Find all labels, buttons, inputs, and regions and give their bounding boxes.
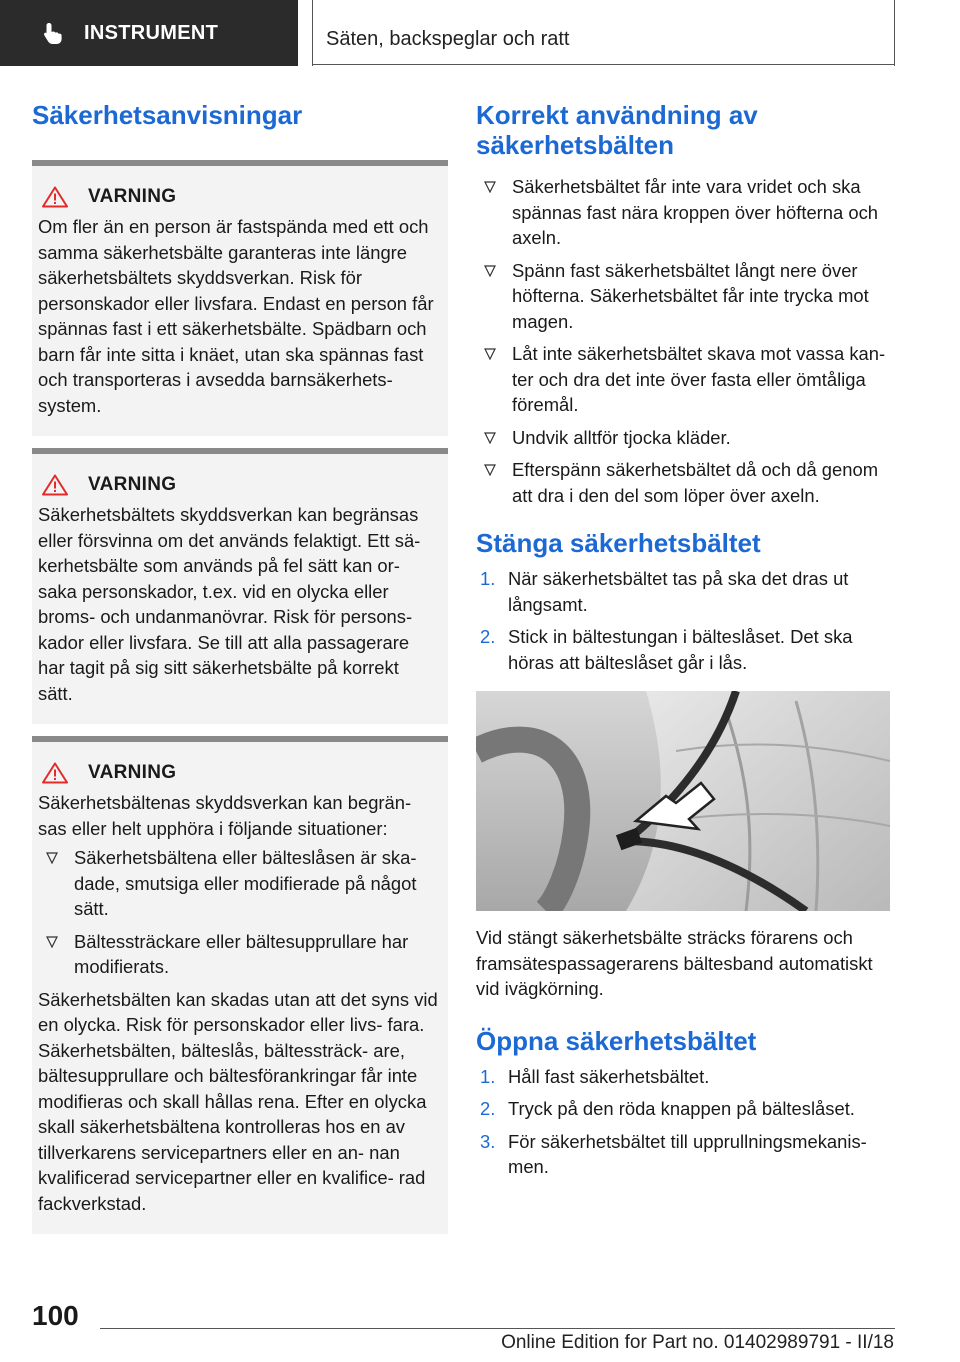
page-number: 100 [32, 1300, 79, 1331]
left-column [32, 100, 448, 1234]
list-item [476, 425, 896, 451]
header-divider [894, 0, 895, 66]
step-number: 1. [480, 568, 496, 589]
warning-bullets [38, 845, 438, 980]
close-belt-heading: Stänga säkerhetsbältet [476, 528, 761, 558]
step-item [476, 1064, 896, 1090]
close-belt-caption: Vid stängt säkerhetsbälte sträcks förarens och framsätespassagerarens bältesband automatiskt vid ivägkörning. [476, 927, 873, 999]
warning-header [38, 762, 438, 784]
warning-text: Om fler än en person är fastspända med ett och samma säkerhetsbälte garanteras inte längre säkerhetsbältets skyddsverkan. Risk för personskador eller livsfara. Endast en person får spännas fast i ett säkerhetsbälte. Spädbarn och barn får inte sitta i knäet, utan ska spännas fast och transporteras i avsedda barnsäkerhets- system. [38, 216, 434, 416]
section-label: INSTRUMENT [84, 21, 219, 44]
footer-rule [100, 1328, 895, 1329]
bullet-text: Säkerhetsbältet får inte vara vridet och ska spännas fast nära kroppen över höfterna och axeln. [512, 176, 879, 248]
triangle-bullet-icon [484, 348, 496, 360]
close-belt-steps [476, 566, 896, 675]
open-belt-heading: Öppna säkerhetsbältet [476, 1025, 757, 1056]
warning-title: VARNING [88, 186, 177, 207]
open-belt-steps [476, 1064, 896, 1180]
step-text: När säkerhetsbältet tas på ska det dras ut långsamt. [508, 568, 849, 615]
warning-triangle-icon [42, 186, 68, 208]
step-number: 1. [480, 1065, 496, 1087]
step-number: 2. [480, 1098, 496, 1119]
warning-header [38, 186, 438, 208]
bullet-text: Undvik alltför tjocka kläder. [512, 426, 731, 448]
edition-text: Online Edition for Part no. 01402989791 - II/18 [501, 1332, 894, 1353]
list-item [476, 457, 896, 508]
warning-title: VARNING [88, 474, 177, 495]
header-underline [312, 64, 895, 65]
bullet-text: Efterspänn säkerhetsbältet då och då genom att dra i den del som löper över axeln. [512, 459, 879, 506]
step-item [476, 1096, 896, 1122]
warning-triangle-icon [42, 762, 68, 784]
warning-text: Säkerhetsbältets skyddsverkan kan begränsas eller försvinna om det används felaktigt. Ett sä- kerhetsbälte som används på fel sätt kan or- saka personskador, t.ex. vid en olycka eller broms- och undanmanövrar. Risk för persons- kador eller livsfara. Se till att alla passagerare har tagit på sig sitt säkerhetsbälte på korrekt sätt. [38, 504, 421, 704]
bullet-text: Säkerhetsbältena eller bälteslåsen är ska- dade, smutsiga eller modifierade på något sätt. [74, 847, 417, 919]
triangle-bullet-icon [484, 181, 496, 193]
header-divider [312, 0, 313, 66]
triangle-bullet-icon [484, 432, 496, 444]
warning-triangle-icon [42, 474, 68, 496]
section-tab [0, 0, 298, 66]
warning-box [32, 448, 448, 724]
list-item [38, 845, 438, 922]
list-item [38, 929, 438, 980]
step-item [476, 624, 896, 675]
safety-heading: Säkerhetsanvisningar [32, 100, 303, 130]
seatbelt-buckle-illustration [476, 691, 890, 911]
list-item [476, 258, 896, 335]
correct-use-heading: Korrekt användning av säkerhetsbälten [476, 100, 758, 160]
step-text: Håll fast säkerhetsbältet. [508, 1065, 710, 1087]
step-text: Stick in bältestungan i bälteslåset. Det ska höras att bälteslåset går i lås. [508, 626, 853, 673]
triangle-bullet-icon [46, 936, 58, 948]
warning-outro: Säkerhetsbälten kan skadas utan att det syns vid en olycka. Risk för personskador eller livs- fara. Säkerhetsbälten, bälteslås, bältessträck- are, bältesupprullare och bältesförankringar får inte modifieras och skall hållas rena. Efter en olycka skall säkerhetsbältena kontrolleras hos en av tillverkarens servicepartners eller en an- nan kvalificerad servicepartner eller en kvalifice- rad fackverkstad. [38, 988, 438, 1214]
step-item [476, 566, 896, 617]
list-item [476, 341, 896, 418]
step-item [476, 1129, 896, 1180]
step-number: 3. [480, 1130, 496, 1152]
warning-box [32, 736, 448, 1234]
correct-use-bullets [476, 174, 896, 508]
warning-box [32, 160, 448, 436]
right-column [476, 100, 896, 1187]
warning-title: VARNING [88, 762, 177, 783]
warning-header [38, 474, 438, 496]
triangle-bullet-icon [484, 464, 496, 476]
touch-hand-icon [40, 20, 66, 46]
page-header [0, 0, 960, 66]
triangle-bullet-icon [484, 265, 496, 277]
chapter-title: Säten, backspeglar och ratt [326, 28, 570, 50]
step-text: Tryck på den röda knappen på bälteslåset. [508, 1098, 855, 1119]
bullet-text: Bältessträckare eller bältesupprullare har modifierats. [74, 930, 409, 977]
step-text: För säkerhetsbältet till upprullningsmekanis- men. [508, 1130, 867, 1177]
step-number: 2. [480, 626, 496, 647]
bullet-text: Låt inte säkerhetsbältet skava mot vassa kan- ter och dra det inte över fasta eller ömtåliga föremål. [512, 343, 886, 415]
warning-intro: Säkerhetsbältenas skyddsverkan kan begrän- sas eller helt upphöra i följande situationer: [38, 792, 412, 839]
bullet-text: Spänn fast säkerhetsbältet långt nere över höfterna. Säkerhetsbältet får inte trycka mot magen. [512, 259, 869, 332]
triangle-bullet-icon [46, 852, 58, 864]
list-item [476, 174, 896, 251]
